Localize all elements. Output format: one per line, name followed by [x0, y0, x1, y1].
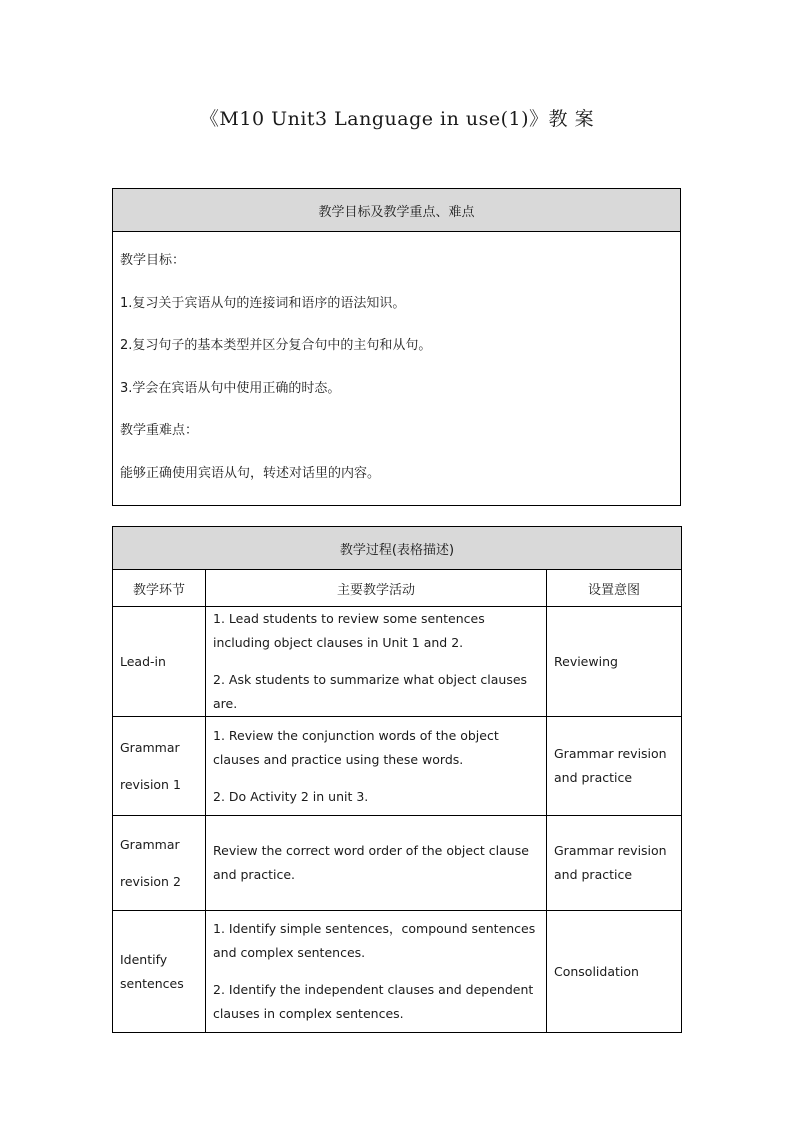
purpose-cell: Reviewing: [547, 607, 682, 717]
table-row: [113, 816, 682, 911]
objective-item: 1.复习关于宾语从句的连接词和语序的语法知识。: [120, 295, 406, 311]
process-table: [112, 526, 682, 1033]
stage-text: sentences: [120, 975, 184, 991]
stage-text: Lead-in: [120, 654, 166, 669]
activity-text: Review the correct word order of the object clause and practice.: [213, 843, 529, 882]
activities-cell: [206, 717, 547, 816]
activity-text: 2. Do Activity 2 in unit 3.: [213, 788, 369, 804]
objectives-header: 教学目标及教学重点、难点: [113, 189, 681, 232]
column-header-purpose: 设置意图: [547, 570, 682, 607]
stage-text: Grammar: [120, 837, 180, 852]
stage-cell: [113, 816, 206, 911]
key-point-item: 能够正确使用宾语从句，转述对话里的内容。: [120, 465, 381, 481]
column-header-stage: 教学环节: [113, 570, 206, 607]
purpose-cell: Grammar revision and practice: [547, 717, 682, 816]
objectives-table: [112, 188, 681, 506]
objective-item: 3.学会在宾语从句中使用正确的时态。: [120, 380, 341, 396]
purpose-cell: Consolidation: [547, 911, 682, 1033]
document-title: 《M10 Unit3 Language in use(1)》教 案: [199, 108, 595, 130]
activity-text: 1. Identify simple sentences，compound sentences and complex sentences.: [213, 921, 536, 960]
column-header-activities: 主要教学活动: [206, 570, 547, 607]
stage-cell: [113, 717, 206, 816]
stage-cell: [113, 911, 206, 1033]
process-header: 教学过程(表格描述): [113, 527, 682, 570]
purpose-cell: Grammar revision and practice: [547, 816, 682, 911]
stage-text: Identify: [120, 951, 168, 967]
table-row: [113, 911, 682, 1033]
table-row: [113, 717, 682, 816]
stage-text: revision 2: [120, 874, 181, 889]
objectives-label: 教学目标：: [120, 253, 186, 268]
activity-text: 1. Review the conjunction words of the object clauses and practice using these words.: [213, 727, 499, 767]
objective-item: 2.复习句子的基本类型并区分复合句中的主句和从句。: [120, 338, 432, 353]
key-points-label: 教学重难点：: [120, 423, 199, 438]
activities-cell: [206, 911, 547, 1033]
objectives-body: [113, 232, 681, 506]
stage-cell: [113, 607, 206, 717]
activity-text: 2. Ask students to summarize what object clauses are.: [213, 672, 528, 711]
table-row: [113, 607, 682, 717]
activity-text: 1. Lead students to review some sentences including object clauses in Unit 1 and 2.: [213, 611, 485, 650]
activity-text: 2. Identify the independent clauses and dependent clauses in complex sentences.: [213, 982, 534, 1021]
stage-text: Grammar: [120, 740, 180, 755]
activities-cell: [206, 816, 547, 911]
activities-cell: [206, 607, 547, 717]
stage-text: revision 1: [120, 777, 181, 792]
